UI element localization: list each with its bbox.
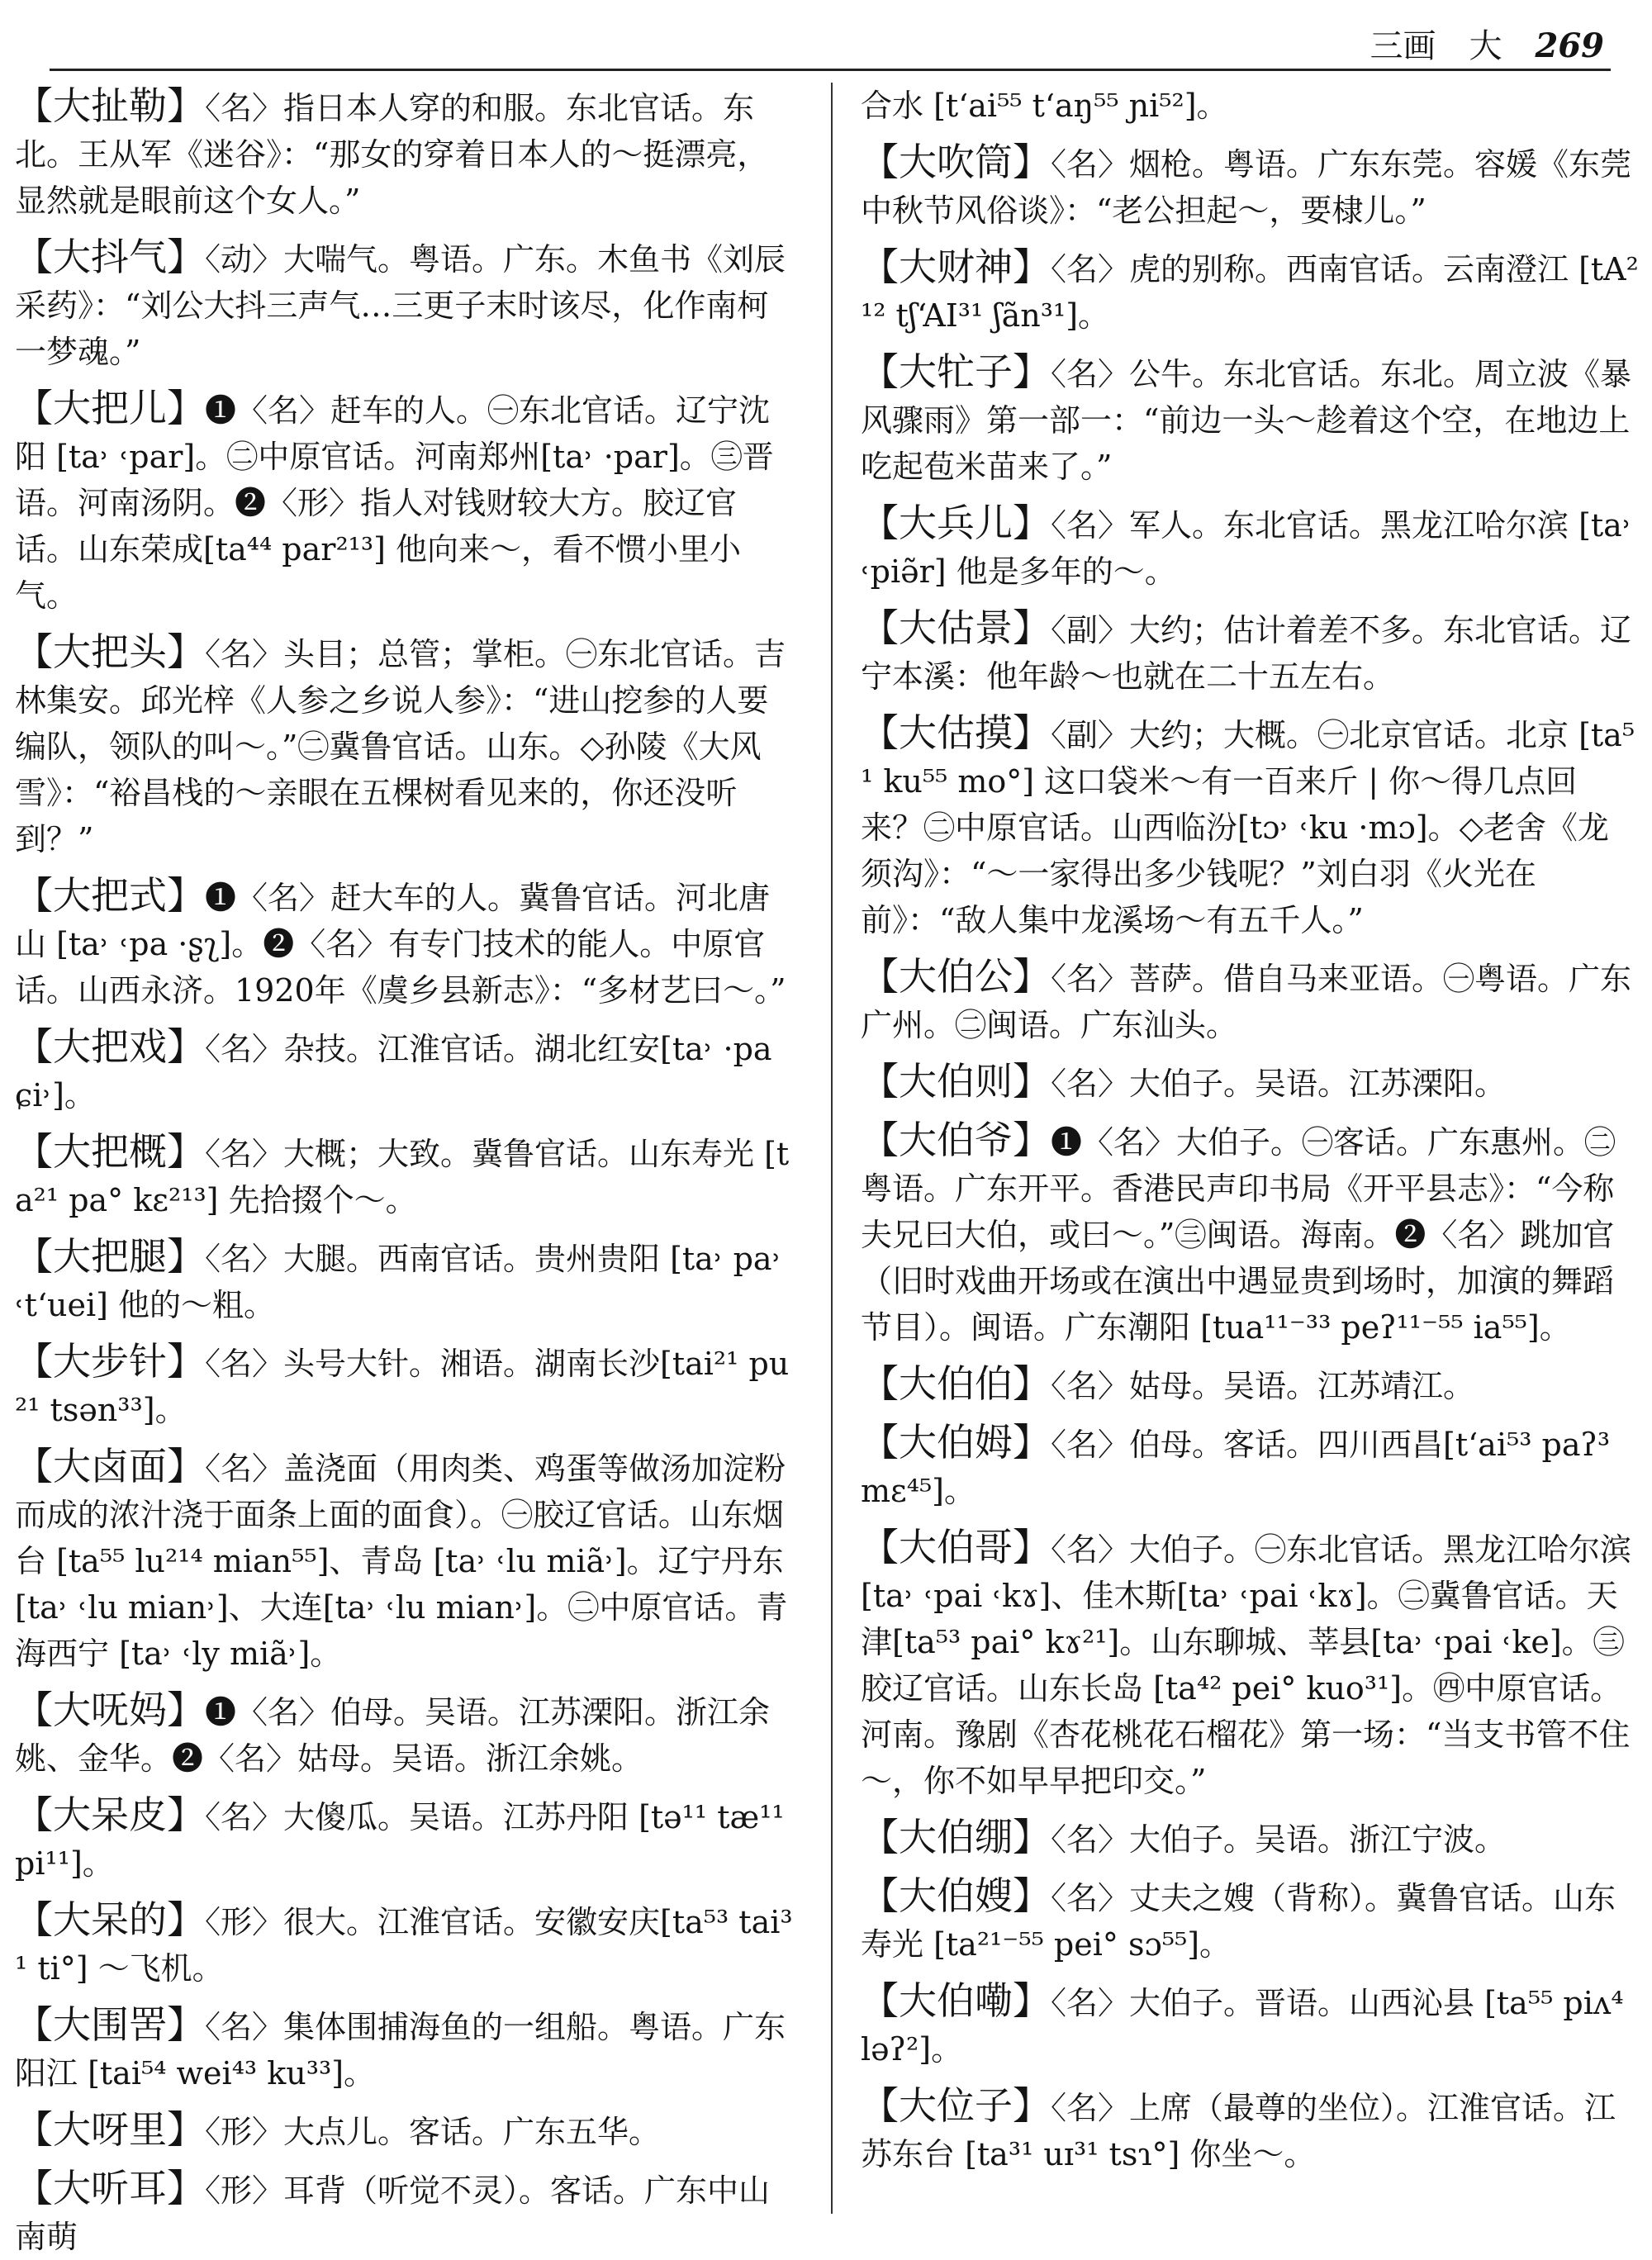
- dictionary-entry: [861, 2082, 1639, 2177]
- entry-headword: 【 大把儿 】: [15, 386, 205, 430]
- entry-headword: 【 大把头 】: [15, 629, 205, 674]
- entry-definition: 〈名〉盖浇面（用肉类、鸡蛋等做汤加淀粉而成的浓汁浇于面条上面的面食）。㊀胶辽官话。山东烟台 [ta⁵⁵ lu²¹⁴ mian⁵⁵]、青岛 [ta˒ ˓lu miã˒]。辽宁丹东 [ta˒ ˓lu mian˒]、大连[ta˒ ˓lu mian˒]。㊁中原官话。青海西宁 [ta˒ ˓ly miã˒]。: [15, 1450, 788, 1672]
- entry-definition: 〈名〉头目；总管；掌柜。㊀东北官话。吉林集安。邱光梓《人参之乡说人参》：“进山挖参的人要编队，领队的叫～。”㊁冀鲁官话。山东。◇孙陵《大风雪》：“裕昌栈的～亲眼在五棵树看见来的，你还没听到？”: [15, 636, 786, 857]
- entry-definition: ❶〈名〉大伯子。㊀客话。广东惠州。㊁粤语。广东开平。香港民声印书局《开平县志》：“今称夫兄曰大伯，或曰～。”㊂闽语。海南。❷〈名〉跳加官（旧时戏曲开场或在演出中遇显贵到场时，加演的舞蹈节目）。闽语。广东潮阳 [tua¹¹⁻³³ peʔ¹¹⁻⁵⁵ ia⁵⁵]。: [861, 1124, 1616, 1346]
- dictionary-entry: [861, 1058, 1639, 1107]
- entry-headword: 【 大财神 】: [861, 245, 1051, 289]
- entry-definition: 〈副〉大约；大概。㊀北京官话。北京 [ta⁵¹ ku⁵⁵ mo°] 这口袋米～有一百来斤 | 你～得几点回来？㊁中原官话。山西临汾[tɔ˒ ˓ku ·mɔ]。◇老舍《龙须沟》：“～一家得出多少钱呢？”刘白羽《火光在前》：“敌人集中龙溪场～有五千人。”: [861, 717, 1635, 938]
- entry-definition: 〈名〉集体围捕海鱼的一组船。粤语。广东阳江 [tai⁵⁴ wei⁴³ ku³³]。: [15, 2009, 786, 2091]
- dictionary-entry: [15, 2106, 793, 2155]
- dictionary-entry: [15, 83, 793, 224]
- dictionary-entry: [861, 83, 1639, 129]
- entry-headword: 【 大呆的 】: [15, 1897, 205, 1942]
- dictionary-entry: [861, 953, 1639, 1048]
- entry-definition: 〈名〉虎的别称。西南官话。云南澄江 [tA²¹² tʃ‘AI³¹ ʃãn³¹]。: [861, 251, 1639, 334]
- entry-definition: 合水 [t‘ai⁵⁵ t‘aŋ⁵⁵ ɲi⁵²]。: [861, 88, 1228, 124]
- entry-headword: 【 大伯嘞 】: [861, 1978, 1051, 2023]
- entry-headword: 【 大围罟 】: [15, 2002, 205, 2047]
- entry-headword: 【 大呒妈 】: [15, 1688, 205, 1732]
- entry-definition: 〈名〉上席（最尊的坐位）。江淮官话。江苏东台 [ta³¹ uɪ³¹ tsɿ°] 你坐～。: [861, 2090, 1616, 2172]
- entry-headword: 【 大把戏 】: [15, 1024, 205, 1069]
- dictionary-entry: [15, 2165, 793, 2260]
- entry-headword: 【 大把腿 】: [15, 1234, 205, 1279]
- entry-headword: 【 大伯绷 】: [861, 1815, 1051, 1859]
- dictionary-entry: [861, 1873, 1639, 1968]
- page-number: 269: [1535, 26, 1604, 65]
- dictionary-entry: [15, 872, 793, 1014]
- entry-headword: 【 大伯公 】: [861, 954, 1051, 999]
- dictionary-entry: [15, 1023, 793, 1118]
- entry-definition: 〈名〉大腿。西南官话。贵州贵阳 [ta˒ pa˒ ˓t‘uei] 他的～粗。: [15, 1241, 782, 1323]
- dictionary-entry: [861, 1360, 1639, 1409]
- entry-definition: 〈名〉大伯子。晋语。山西沁县 [ta⁵⁵ piʌ⁴ ləʔ²]。: [861, 1985, 1624, 2068]
- entry-definition: ❶〈名〉伯母。吴语。江苏溧阳。浙江余姚、金华。❷〈名〉姑母。吴语。浙江余姚。: [15, 1694, 771, 1777]
- entry-definition: 〈名〉伯母。客话。四川西昌[t‘ai⁵³ paʔ³ mɛ⁴⁵]。: [861, 1427, 1611, 1509]
- left-column: [15, 83, 793, 2255]
- running-head: [1370, 20, 1605, 67]
- section-label: 三画: [1370, 27, 1436, 65]
- dictionary-entry: [15, 2001, 793, 2096]
- dictionary-entry: [861, 710, 1639, 943]
- dictionary-entry: [861, 500, 1639, 595]
- entry-headword: 【 大步针 】: [15, 1339, 205, 1384]
- entry-headword: 【 大估摸 】: [861, 710, 1051, 755]
- header-rule: [50, 69, 1611, 71]
- entry-headword: 【 大伯伯 】: [861, 1361, 1051, 1406]
- entry-headword: 【 大把式 】: [15, 873, 205, 918]
- dictionary-entry: [861, 1978, 1639, 2072]
- entry-headword: 【 大卤面 】: [15, 1444, 205, 1488]
- entry-definition: 〈名〉丈夫之嫂（背称）。冀鲁官话。山东寿光 [ta²¹⁻⁵⁵ pei° sɔ⁵⁵]。: [861, 1880, 1616, 1963]
- entry-headword: 【 大兵儿 】: [861, 501, 1051, 545]
- entry-definition: 〈名〉大伯子。㊀东北官话。黑龙江哈尔滨 [ta˒ ˓pai ˓kɤ]、佳木斯[ta˒ ˓pai ˓kɤ]。㊁冀鲁官话。天津[ta⁵³ pai° kɤ²¹]。山东聊城、莘县[ta˒ ˓pai ˓ke]。㊂胶辽官话。山东长岛 [ta⁴² pei° kuo³¹]。㊃中原官话。河南。豫剧《杏花桃花石榴花》第一场：“当支书管不住～，你不如早早把印交。”: [861, 1531, 1632, 1799]
- entry-definition: ❶〈名〉赶车的人。㊀东北官话。辽宁沈阳 [ta˒ ˓par]。㊁中原官话。河南郑州[ta˒ ·par]。㊂晋语。河南汤阴。❷〈形〉指人对钱财较大方。胶辽官话。山东荣成[ta⁴⁴ par²¹³] 他向来～，看不惯小里小气。: [15, 392, 774, 614]
- dictionary-entry: [861, 349, 1639, 490]
- entry-headword: 【 大估景 】: [861, 605, 1051, 650]
- entry-definition: 〈名〉大伯子。吴语。浙江宁波。: [1051, 1821, 1507, 1858]
- entry-headword: 【 大位子 】: [861, 2083, 1051, 2128]
- dictionary-entry: [861, 139, 1639, 234]
- entry-headword: 【 大伯嫂 】: [861, 1873, 1051, 1918]
- dictionary-entry: [15, 1128, 793, 1223]
- entry-definition: 〈名〉杂技。江淮官话。湖北红安[ta˒ ·pa ɕi˒]。: [15, 1031, 772, 1113]
- entry-headword: 【 大牤子 】: [861, 349, 1051, 394]
- entry-definition: 〈名〉指日本人穿的和服。东北官话。东北。王从军《迷谷》：“那女的穿着日本人的～挺漂亮，显然就是眼前这个女人。”: [15, 90, 769, 219]
- dictionary-entry: [861, 1419, 1639, 1514]
- entry-definition: 〈名〉烟枪。粤语。广东东莞。容媛《东莞中秋节风俗谈》：“老公担起～，要棣儿。”: [861, 146, 1632, 229]
- page-header: [50, 12, 1611, 78]
- entry-definition: 〈动〉大喘气。粤语。广东。木鱼书《刘辰采药》：“刘公大抖三声气…三更子末时该尽，化作南柯一梦魂。”: [15, 241, 786, 370]
- entry-definition: 〈名〉大概；大致。冀鲁官话。山东寿光 [ta²¹ pa° kɛ²¹³] 先拾掇个～。: [15, 1136, 790, 1218]
- entry-headword: 【 大伯哥 】: [861, 1525, 1051, 1569]
- dictionary-entry: [15, 1897, 793, 1992]
- dictionary-entry: [15, 385, 793, 619]
- entry-definition: 〈名〉菩萨。借自马来亚语。㊀粤语。广东广州。㊁闽语。广东汕头。: [861, 961, 1632, 1043]
- column-divider: [831, 83, 833, 2214]
- dictionary-entry: [861, 1117, 1639, 1351]
- entry-definition: ❶〈名〉赶大车的人。冀鲁官话。河北唐山 [ta˒ ˓pa ·ʂʅ]。❷〈名〉有专门技术的能人。中原官话。山西永济。1920年《虞乡县新志》：“多材艺曰～。”: [15, 880, 786, 1009]
- dictionary-entry: [15, 1792, 793, 1887]
- entry-headword: 【 大扯勒 】: [15, 83, 205, 128]
- right-column: [861, 83, 1639, 2222]
- dictionary-entry: [15, 1687, 793, 1782]
- entry-definition: 〈副〉大约；估计着差不多。东北官话。辽宁本溪：他年龄～也就在二十五左右。: [861, 612, 1632, 695]
- dictionary-entry: [861, 605, 1639, 700]
- entry-headword: 【 大伯姆 】: [861, 1420, 1051, 1465]
- dictionary-entry: [15, 234, 793, 375]
- dictionary-entry: [15, 1233, 793, 1328]
- entry-headword: 【 大抖气 】: [15, 235, 205, 279]
- entry-definition: 〈名〉大伯子。吴语。江苏溧阳。: [1051, 1066, 1507, 1102]
- dictionary-entry: [861, 1814, 1639, 1863]
- entry-definition: 〈名〉姑母。吴语。江苏靖江。: [1051, 1368, 1475, 1404]
- entry-headword: 【 大吹筒 】: [861, 140, 1051, 184]
- radical-label: 大: [1469, 27, 1502, 65]
- dictionary-entry: [861, 1524, 1639, 1804]
- dictionary-entry: [15, 629, 793, 862]
- entry-definition: 〈形〉大点儿。客话。广东五华。: [205, 2114, 661, 2150]
- entry-headword: 【 大把概 】: [15, 1129, 205, 1174]
- entry-headword: 【 大听耳 】: [15, 2166, 205, 2210]
- entry-definition: 〈形〉耳背（听觉不灵）。客话。广东中山南萌: [15, 2172, 771, 2255]
- entry-headword: 【 大呆皮 】: [15, 1792, 205, 1837]
- entry-headword: 【 大伯爷 】: [861, 1118, 1051, 1162]
- dictionary-entry: [15, 1443, 793, 1677]
- entry-definition: 〈名〉公牛。东北官话。东北。周立波《暴风骤雨》第一部一：“前边一头～趁着这个空，在地边上吃起苞米苗来了。”: [861, 356, 1632, 485]
- entry-definition: 〈名〉大傻瓜。吴语。江苏丹阳 [tə¹¹ tæ¹¹ pi¹¹]。: [15, 1799, 785, 1882]
- dictionary-entry: [861, 244, 1639, 339]
- entry-headword: 【 大伯则 】: [861, 1059, 1051, 1104]
- entry-headword: 【 大呀里 】: [15, 2107, 205, 2152]
- entry-definition: 〈名〉军人。东北官话。黑龙江哈尔滨 [ta˒ ˓piə̃r] 他是多年的～。: [861, 507, 1632, 590]
- entry-definition: 〈形〉很大。江淮官话。安徽安庆[ta⁵³ tai³¹ ti°] ～飞机。: [15, 1904, 793, 1987]
- entry-definition: 〈名〉头号大针。湘语。湖南长沙[tai²¹ pu²¹ tsən³³]。: [15, 1346, 790, 1428]
- dictionary-entry: [15, 1338, 793, 1433]
